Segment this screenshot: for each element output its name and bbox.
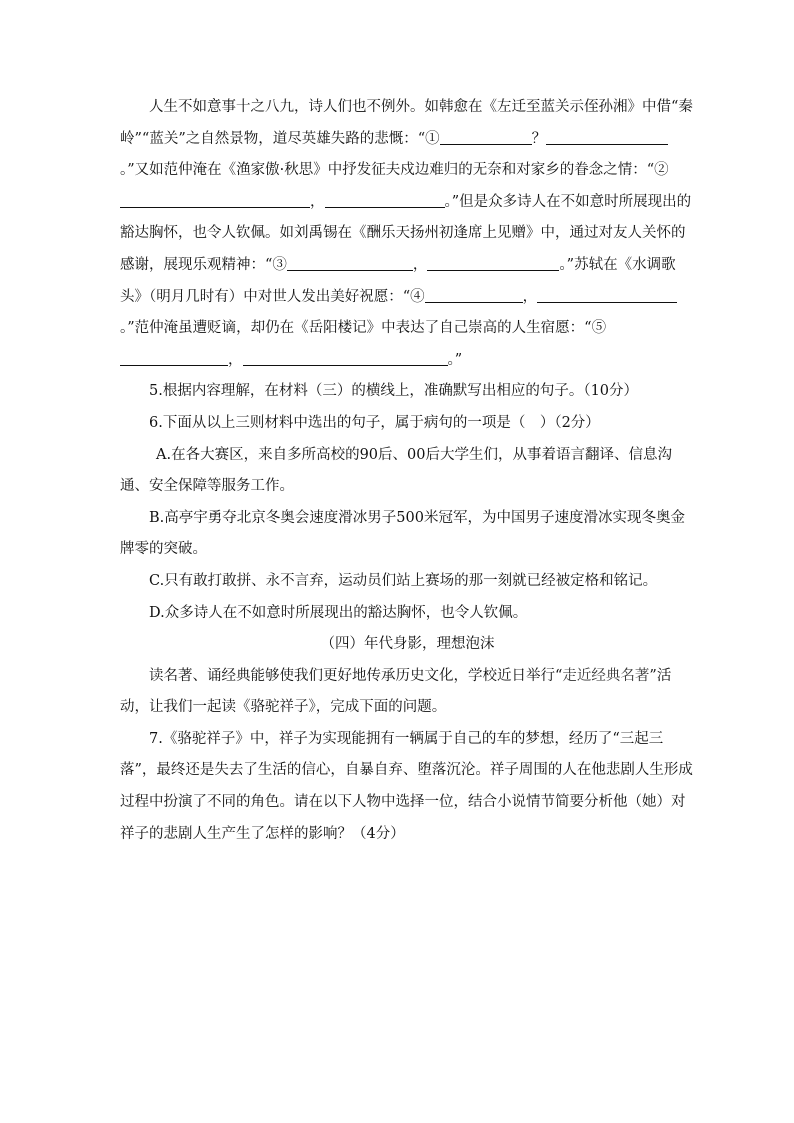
material-3-text-8: ， [522, 288, 538, 305]
material-3-text-1: 人生不如意事十之八九，诗人们也不例外。如韩愈在《左迁至蓝关示侄孙湘》中借“秦岭”“蓝关”之自然景物，道尽英雄失路的悲慨：“① [120, 99, 693, 147]
question-6-option-c: C.只有敢打敢拼、永不言弃，运动员们站上赛场的那一刻就已经被定格和铭记。 [149, 572, 658, 589]
material-3-text-5: 。”但是众多诗人在不如意时所展现出的豁达胸怀，也令人钦佩。如刘禹锡在《酬乐天扬州初逢席上见赠》中，通过对友人关怀的感谢，展现乐观精神：“③ [120, 193, 692, 273]
material-3-text-11: 。” [447, 351, 463, 368]
material-3-paragraph [120, 92, 695, 376]
section-4-title: （四）年代身影，理想泡沫 [320, 636, 495, 653]
blank-4a[interactable] [425, 287, 523, 303]
material-3-text-7: 。”苏轼在《水调歌头》（明月几时有）中对世人发出美好祝愿：“④ [120, 256, 676, 305]
section-4-intro-text-b: ”活动，让我们一起读《骆驼祥子》，完成下面的问题。 [120, 667, 672, 716]
material-3-text-4: ， [310, 193, 325, 210]
blank-4b[interactable] [537, 287, 677, 303]
section-4-intro [120, 661, 695, 724]
material-3-text-10: ， [228, 351, 243, 368]
text-block [120, 92, 695, 850]
question-7: 7.《骆驼祥子》中，祥子为实现能拥有一辆属于自己的车的梦想，经历了“三起三落”，最终还是失去了生活的信心，自暴自弃、堕落沉沦。祥子周围的人在他悲剧人生形成过程中扮演了不同的角色。请在以下人物中选择一位，结合小说情节简要分析他（她）对祥子的悲剧人生产生了怎样的影响？（4分） [120, 730, 693, 842]
question-6-option-a: A.在各大赛区，来自多所高校的90后、00后大学生们，从事着语言翻译、信息沟通、安全保障等服务工作。 [120, 446, 672, 495]
question-6-option-d: D.众多诗人在不如意时所展现出的豁达胸怀，也令人钦佩。 [149, 604, 528, 621]
section-4-intro-text-a: 读名著、诵经典能够使我们更好地传承历史文化，学校近日举行“ [149, 667, 563, 684]
material-3-text-6: ， [412, 256, 428, 273]
blank-2b[interactable] [325, 192, 445, 208]
blank-3b[interactable] [427, 255, 559, 271]
blank-1a[interactable] [440, 129, 532, 145]
blank-1b[interactable] [546, 129, 668, 145]
activity-name: 走近经典名著 [562, 667, 650, 684]
question-6-stem: 6.下面从以上三则材料中选出的句子，属于病句的一项是（ ）（2分） [149, 414, 600, 431]
blank-5a[interactable] [120, 350, 228, 366]
material-3-text-9: 。”范仲淹虽遭贬谪，却仍在《岳阳楼记》中表达了自己崇高的人生宿愿：“⑤ [120, 320, 607, 337]
blank-2a[interactable] [120, 192, 310, 208]
material-3-text-3: 。”又如范仲淹在《渔家傲·秋思》中抒发征夫戍边难归的无奈和对家乡的眷念之情：“② [120, 162, 669, 179]
material-3-text-2: ？ [531, 130, 547, 147]
blank-3a[interactable] [287, 255, 413, 271]
question-5: 5.根据内容理解，在材料（三）的横线上，准确默写出相应的句子。（10分） [149, 383, 639, 400]
blank-5b[interactable] [243, 350, 448, 366]
question-6-option-b: B.高亭宇勇夺北京冬奥会速度滑冰男子500米冠军，为中国男子速度滑冰实现冬奥金牌零的突破。 [120, 509, 685, 558]
